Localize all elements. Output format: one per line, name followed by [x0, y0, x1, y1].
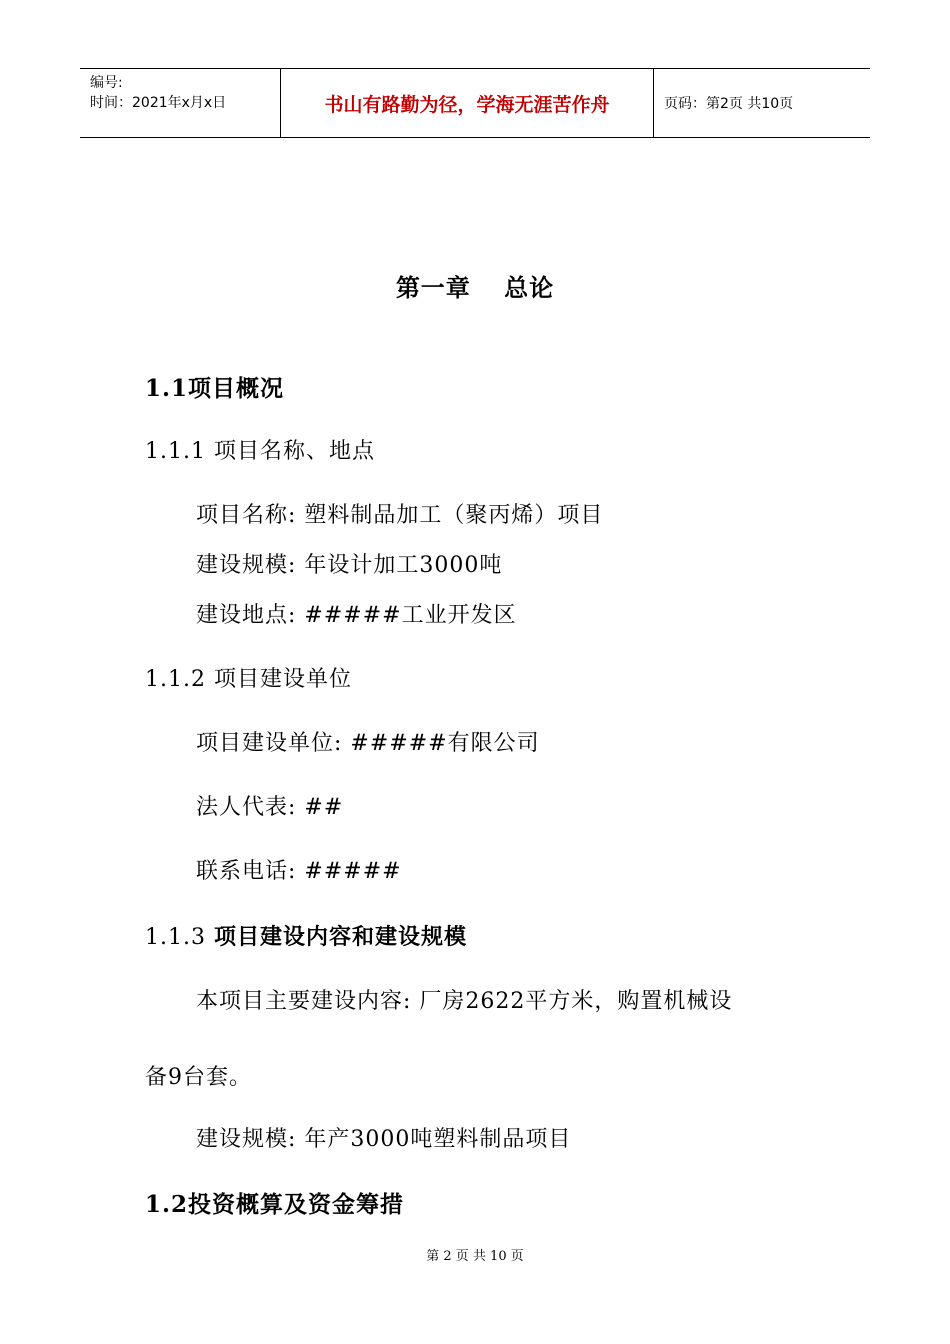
section-1-1-2-heading: 1.1.2 项目建设单位 — [145, 667, 352, 692]
project-name-line: 项目名称: 塑料制品加工（聚丙烯）项目 — [196, 503, 604, 528]
header-meta — [80, 69, 281, 137]
build-scale-line: 建设规模: 年设计加工3000吨 — [196, 553, 503, 578]
phone-line: 联系电话: ##### — [196, 859, 402, 884]
section-1-1-1-heading: 1.1.1 项目名称、地点 — [145, 439, 375, 464]
build-site-line: 建设地点: #####工业开发区 — [196, 603, 517, 628]
page-header — [80, 68, 870, 138]
section-1-1-heading: 1.1项目概况 — [145, 375, 285, 402]
number-label: 编号: — [90, 75, 123, 91]
section-1-2-heading: 1.2投资概算及资金筹措 — [145, 1191, 405, 1218]
chapter-title: 第一章 总论 — [395, 273, 555, 302]
build-unit-line: 项目建设单位: #####有限公司 — [196, 731, 540, 756]
content-line-1: 本项目主要建设内容: 厂房2622平方米，购置机械设 — [196, 989, 733, 1014]
page-footer: 第 2 页 共 10 页 — [426, 1249, 524, 1264]
header-page-info: 页码：第2页 共10页 — [664, 96, 794, 112]
time-label: 时间：2021年x月x日 — [90, 95, 227, 111]
header-motto: 书山有路勤为径，学海无涯苦作舟 — [281, 69, 654, 137]
section-1-1-3-heading — [145, 920, 467, 951]
legal-rep-line: 法人代表: ## — [196, 795, 344, 820]
section-1-1-3-number: 1.1.3 — [145, 925, 206, 950]
content-line-2: 备9台套。 — [145, 1065, 252, 1090]
scale-line: 建设规模: 年产3000吨塑料制品项目 — [196, 1127, 572, 1152]
section-1-1-3-title: 项目建设内容和建设规模 — [213, 924, 467, 950]
